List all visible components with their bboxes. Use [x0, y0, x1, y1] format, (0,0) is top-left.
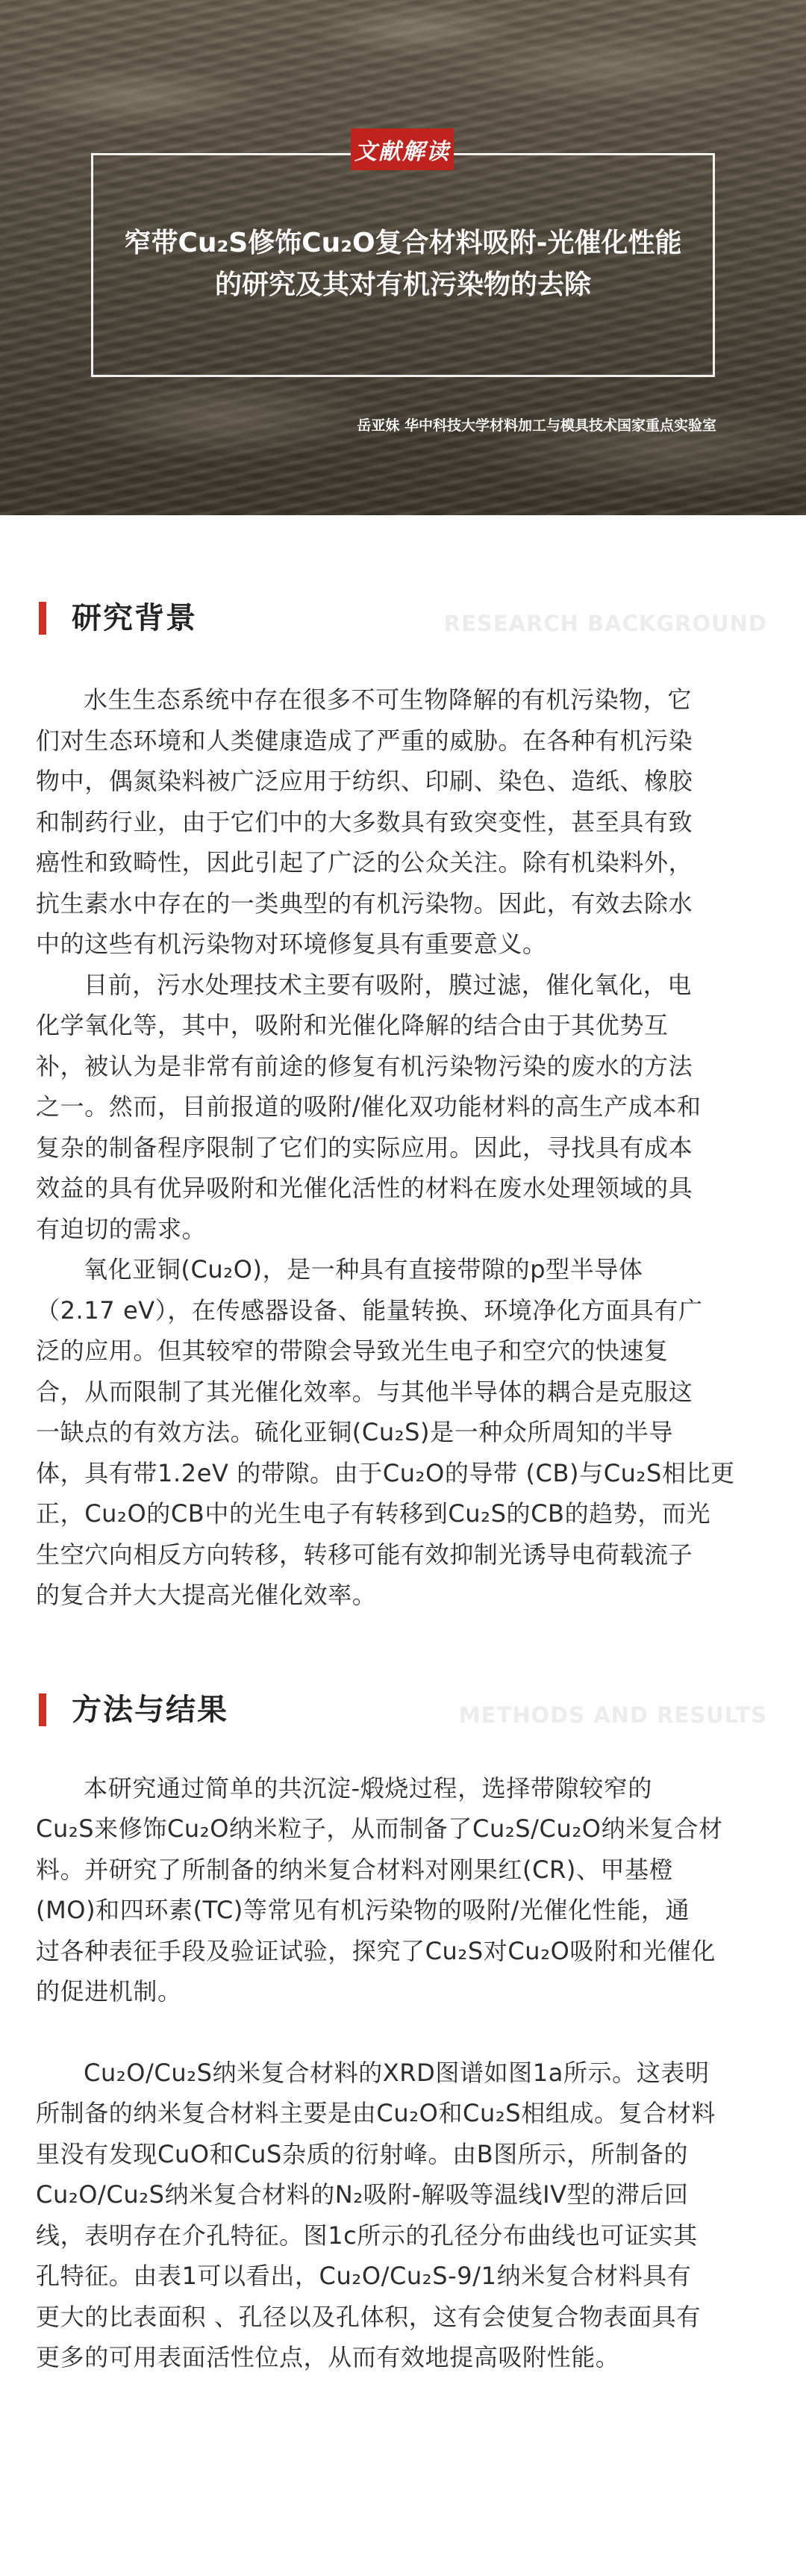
- hero-banner: [0, 0, 806, 515]
- text-line: 复杂的制备程序限制了它们的实际应用。因此，寻找具有成本: [36, 1133, 693, 1162]
- text-line: 癌性和致畸性，因此引起了广泛的公众关注。除有机染料外，: [36, 848, 693, 877]
- section-accent-bar: [39, 1693, 46, 1726]
- text-line: 所制备的纳米复合材料主要是由Cu₂O和Cu₂S相组成。复合材料: [36, 2099, 716, 2127]
- text-line: 线，表明存在介孔特征。图1c所示的孔径分布曲线也可证实其: [36, 2221, 698, 2250]
- text-line: 的促进机制。: [36, 1977, 182, 2006]
- text-line: 正，Cu₂O的CB中的光生电子有转移到Cu₂S的CB的趋势，而光: [36, 1499, 711, 1528]
- title-line: 窄带Cu₂S修饰Cu₂O复合材料吸附-光催化性能: [124, 228, 682, 258]
- section-title-en: RESEARCH BACKGROUND: [443, 611, 767, 636]
- section-title: 方法与结果: [72, 1692, 228, 1727]
- text-line: Cu₂O/Cu₂S纳米复合材料的N₂吸附-解吸等温线IV型的滞后回: [36, 2180, 689, 2209]
- text-line: 们对生态环境和人类健康造成了严重的威胁。在各种有机污染: [36, 726, 693, 755]
- text-line: 生空穴向相反方向转移，转移可能有效抑制光诱导电荷载流子: [36, 1540, 693, 1569]
- text-line: 水生生态系统中存在很多不可生物降解的有机污染物，它: [84, 685, 693, 714]
- paragraph: [36, 965, 770, 1250]
- text-line: 料。并研究了所制备的纳米复合材料对刚果红(CR)、甲基橙: [36, 1855, 674, 1884]
- text-line: 更多的可用表面活性位点，从而有效地提高吸附性能。: [36, 2343, 620, 2371]
- text-line: 里没有发现CuO和CuS杂质的衍射峰。由B图所示，所制备的: [36, 2139, 689, 2168]
- section-accent-bar: [39, 602, 46, 635]
- text-line: 中的这些有机污染物对环境修复具有重要意义。: [36, 930, 547, 958]
- title-line: 的研究及其对有机污染物的去除: [214, 270, 591, 300]
- text-line: Cu₂S来修饰Cu₂O纳米粒子，从而制备了Cu₂S/Cu₂O纳米复合材: [36, 1814, 723, 1843]
- text-line: 本研究通过简单的共沉淀-煅烧过程，选择带隙较窄的: [84, 1773, 652, 1802]
- text-line: 孔特征。由表1可以看出，Cu₂O/Cu₂S-9/1纳米复合材料具有: [36, 2262, 692, 2290]
- paragraph: [36, 1249, 770, 1616]
- section-header-background: [0, 1687, 806, 1732]
- text-line: 物中，偶氮染料被广泛应用于纺织、印刷、染色、造纸、橡胶: [36, 767, 693, 795]
- author-affiliation: 岳亚妹 华中科技大学材料加工与模具技术国家重点实验室: [357, 417, 716, 434]
- text-line: 体，具有带1.2eV 的带隙。由于Cu₂O的导带 (CB)与Cu₂S相比更: [36, 1458, 735, 1487]
- text-line: 目前，污水处理技术主要有吸附，膜过滤，催化氧化，电: [84, 970, 693, 999]
- text-line: 一缺点的有效方法。硫化亚铜(Cu₂S)是一种众所周知的半导: [36, 1418, 674, 1446]
- text-line: 和制药行业，由于它们中的大多数具有致突变性，甚至具有致: [36, 807, 693, 836]
- section-body-background: [0, 679, 806, 1616]
- section-title: 研究背景: [72, 601, 197, 635]
- text-line: 效益的具有优异吸附和光催化活性的材料在废水处理领域的具: [36, 1174, 693, 1202]
- paragraph: [36, 1768, 770, 2012]
- text-line: 过各种表征手段及验证试验，探究了Cu₂S对Cu₂O吸附和光催化: [36, 1936, 716, 1965]
- text-line: 补，被认为是非常有前途的修复有机污染物污染的废水的方法: [36, 1051, 693, 1080]
- paragraph: [36, 679, 770, 965]
- text-line: 有迫切的需求。: [36, 1214, 207, 1243]
- text-line: 合，从而限制了其光催化效率。与其他半导体的耦合是克服这: [36, 1377, 693, 1406]
- text-line: 泛的应用。但其较窄的带隙会导致光生电子和空穴的快速复: [36, 1337, 669, 1365]
- text-line: (MO)和四环素(TC)等常见有机污染物的吸附/光催化性能，通: [36, 1896, 690, 1924]
- text-line: 抗生素水中存在的一类典型的有机污染物。因此，有效去除水: [36, 889, 693, 918]
- text-line: 更大的比表面积 、孔径以及孔体积，这有会使复合物表面具有: [36, 2302, 701, 2331]
- text-line: Cu₂O/Cu₂S纳米复合材料的XRD图谱如图1a所示。这表明: [84, 2058, 710, 2087]
- section-title-en: METHODS AND RESULTS: [458, 1702, 767, 1728]
- text-line: （2.17 eV），在传感器设备、能量转换、环境净化方面具有广: [36, 1295, 703, 1325]
- section-header-background: [0, 596, 806, 641]
- text-line: 的复合并大大提高光催化效率。: [36, 1581, 377, 1609]
- text-line: 化学氧化等，其中，吸附和光催化降解的结合由于其优势互: [36, 1011, 669, 1039]
- column-badge: 文献解读: [351, 128, 454, 170]
- text-line: 氧化亚铜(Cu₂O)，是一种具有直接带隙的p型半导体: [84, 1255, 643, 1284]
- paragraph: [36, 2053, 770, 2378]
- article-title: [104, 223, 702, 306]
- text-line: 之一。然而，目前报道的吸附/催化双功能材料的高生产成本和: [36, 1092, 702, 1121]
- section-body-background: [0, 1768, 806, 2378]
